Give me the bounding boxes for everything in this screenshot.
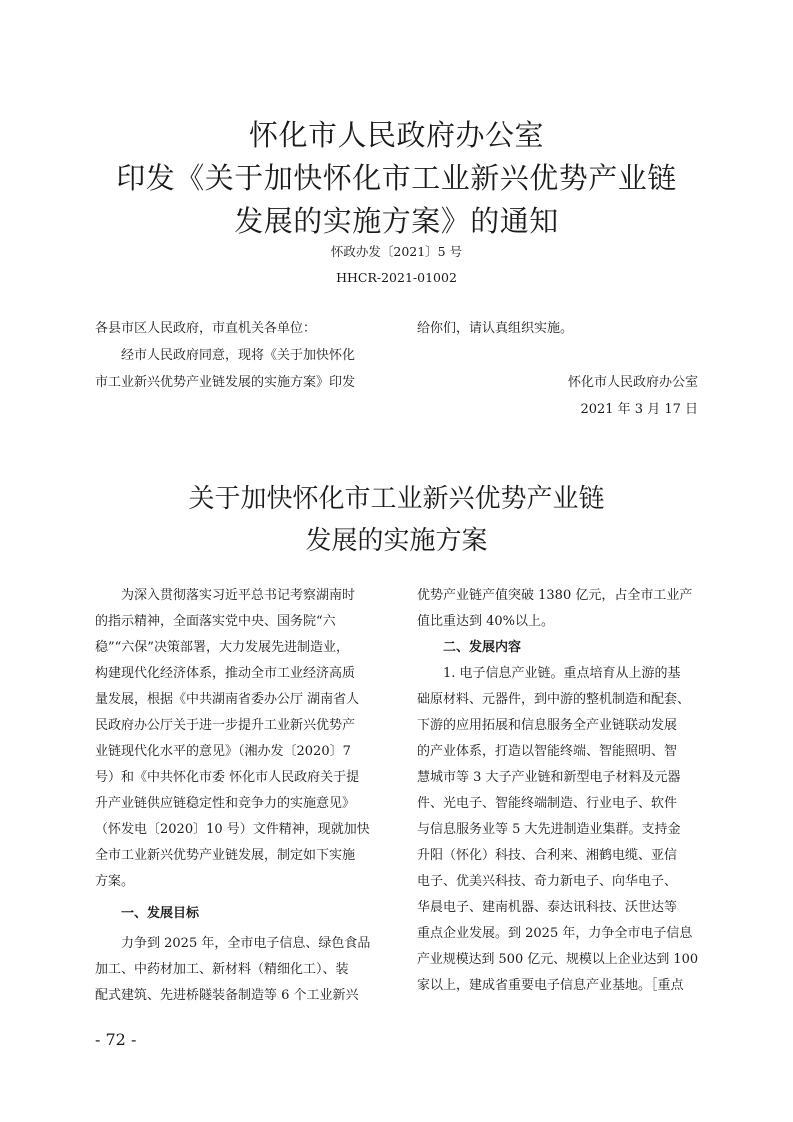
intro-line: 号）和《中共怀化市委 怀化市人民政府关于提 bbox=[95, 770, 360, 785]
content-line: 华晨电子、建南机器、泰达讯科技、沃世达等 bbox=[417, 900, 678, 915]
notice-date: 2021 年 3 月 17 日 bbox=[580, 402, 698, 417]
goals-line: 加工、中药材加工、新材料（精细化工）、装 bbox=[95, 962, 349, 977]
section-heading-goals: 一、发展目标 bbox=[121, 906, 200, 921]
content-line: 升阳（怀化）科技、合利来、湘鹤电缆、亚信 bbox=[417, 848, 678, 863]
document-number: 怀政办发〔2021〕5 号 bbox=[330, 244, 463, 259]
goals-cont-line: 值比重达到 40%以上。 bbox=[417, 614, 555, 629]
intro-line: 稳”“六保”决策部署，大力发展先进制造业， bbox=[95, 640, 349, 655]
intro-line: 业链现代化水平的意见》（湘办发〔2020〕7 bbox=[95, 744, 351, 759]
notice-body-line-3: 给你们，请认真组织实施。 bbox=[417, 321, 574, 336]
notice-body-line-1: 经市人民政府同意，现将《关于加快怀化 bbox=[121, 348, 356, 363]
goals-line: 力争到 2025 年，全市电子信息、绿色食品 bbox=[121, 936, 371, 951]
notice-issuer: 怀化市人民政府办公室 bbox=[567, 375, 698, 390]
content-line: 家以上，建成省重要电子信息产业基地。［重点 bbox=[417, 978, 684, 993]
content-line: 1. 电子信息产业链。重点培育从上游的基 bbox=[443, 666, 681, 681]
section-heading-content: 二、发展内容 bbox=[443, 640, 522, 655]
notice-body-line-2: 市工业新兴优势产业链发展的实施方案》印发 bbox=[95, 375, 356, 390]
plan-title-line-2: 发展的实施方案 bbox=[305, 526, 488, 556]
content-line: 下游的应用拓展和信息服务全产业链联动发展 bbox=[417, 718, 678, 733]
content-line: 产业规模达到 500 亿元、规模以上企业达到 100 bbox=[417, 952, 699, 967]
intro-line: 构建现代化经济体系，推动全市工业经济高质 bbox=[95, 666, 356, 681]
notice-title-line-3: 发展的实施方案》的通知 bbox=[234, 204, 559, 238]
page-number: - 72 - bbox=[95, 1030, 137, 1049]
notice-title-line-2: 印发《关于加快怀化市工业新兴优势产业链 bbox=[116, 161, 677, 195]
intro-line: （怀发电〔2020〕10 号）文件精神，现就加快 bbox=[95, 822, 370, 837]
plan-title-line-1: 关于加快怀化市工业新兴优势产业链 bbox=[188, 484, 605, 514]
content-line: 件、光电子、智能终端制造、行业电子、软件 bbox=[417, 796, 678, 811]
content-line: 础原材料、元器件，到中游的整机制造和配套、 bbox=[417, 692, 691, 707]
intro-line: 全市工业新兴优势产业链发展，制定如下实施 bbox=[95, 848, 356, 863]
notice-salutation: 各县市区人民政府，市直机关各单位： bbox=[95, 321, 317, 336]
document-code: HHCR-2021-01002 bbox=[336, 270, 457, 285]
goals-line: 配式建筑、先进桥隧装备制造等 6 个工业新兴 bbox=[95, 988, 359, 1003]
content-line: 电子、优美兴科技、奇力新电子、向华电子、 bbox=[417, 874, 678, 889]
notice-title-line-1: 怀化市人民政府办公室 bbox=[248, 118, 544, 152]
intro-line: 为深入贯彻落实习近平总书记考察湖南时 bbox=[121, 588, 356, 603]
intro-line: 的指示精神，全面落实党中央、国务院“六 bbox=[95, 614, 336, 629]
content-line: 重点企业发展。到 2025 年，力争全市电子信息 bbox=[417, 926, 693, 941]
intro-line: 升产业链供应链稳定性和竞争力的实施意见》 bbox=[95, 796, 356, 811]
intro-line: 民政府办公厅关于进一步提升工业新兴优势产 bbox=[95, 718, 356, 733]
intro-line: 方案。 bbox=[95, 874, 135, 889]
content-line: 慧城市等 3 大子产业链和新型电子材料及元器 bbox=[417, 770, 681, 785]
content-line: 与信息服务业等 5 大先进制造业集群。支持金 bbox=[417, 822, 681, 837]
intro-line: 量发展，根据《中共湖南省委办公厅 湖南省人 bbox=[95, 692, 360, 707]
content-line: 的产业体系，打造以智能终端、智能照明、智 bbox=[417, 744, 678, 759]
goals-cont-line: 优势产业链产值突破 1380 亿元，占全市工业产 bbox=[417, 588, 693, 603]
